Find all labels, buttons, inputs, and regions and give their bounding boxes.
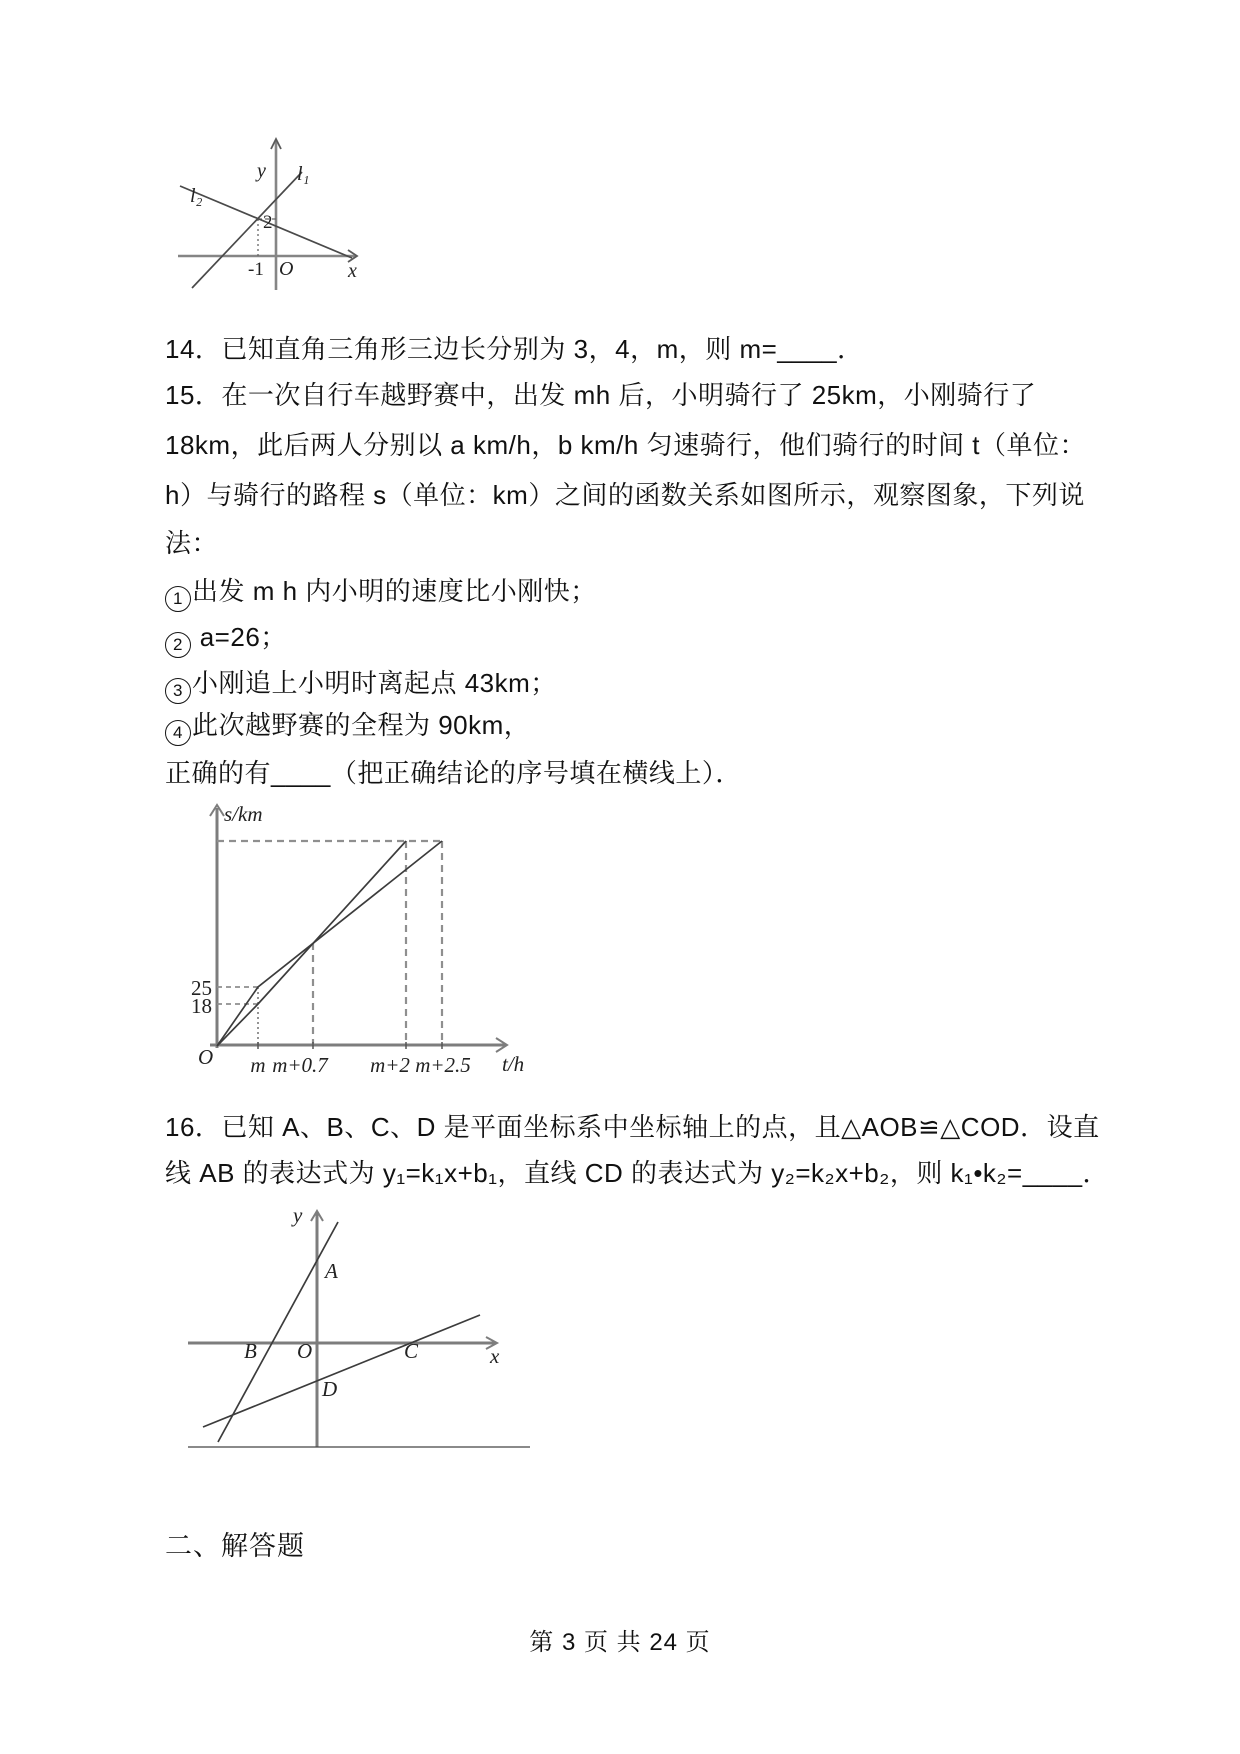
fig13-tick-2-label: 2 [263, 212, 273, 233]
fig13-l2-label: l₂ [190, 185, 203, 207]
fig15-tick-m2-label: m+2 [370, 1053, 410, 1077]
fig15-tick-25-label: 25 [191, 976, 212, 1000]
question-15-line-1: 15．在一次自行车越野赛中，出发 mh 后，小明骑行了 25km，小刚骑行了 [165, 380, 1037, 410]
circled-number-1: 1 [165, 586, 191, 612]
fig15-s-axis-label: s/km [224, 802, 263, 826]
fig16-y-axis-label: y [293, 1203, 303, 1227]
question-16-figure [180, 1200, 535, 1455]
page-footer: 第 3 页 共 24 页 [529, 1629, 711, 1656]
fig16-x-axis-label: x [490, 1344, 500, 1368]
section-2-title: 二、解答题 [165, 1531, 305, 1561]
fig16-svg [180, 1200, 535, 1455]
fig15-tick-m-label: m [250, 1053, 266, 1077]
question-15-line-4: 法： [165, 528, 219, 558]
fig16-point-a-label: A [325, 1259, 338, 1283]
fig15-tick-m25-label: m+2.5 [415, 1053, 471, 1077]
fig15-t-axis-label: t/h [502, 1052, 525, 1076]
q15-statement-4-text: 此次越野赛的全程为 90km， [192, 710, 531, 740]
fig15-axes [210, 808, 506, 1048]
fig16-origin-label: O [297, 1339, 313, 1363]
question-16-line-1: 16．已知 A、B、C、D 是平面坐标系中坐标轴上的点，且△AOB≌△COD．设直 [165, 1112, 1100, 1142]
fig13-l1-label: l₁ [297, 163, 310, 185]
fig16-line-ab [218, 1222, 338, 1442]
q15-statement-3-text: 小刚追上小明时离起点 43km； [192, 668, 557, 698]
fig15-distance-lines [217, 841, 442, 1046]
fig13-tick-neg1-label: -1 [248, 259, 264, 280]
fig15-tick-18-label: 18 [191, 994, 212, 1018]
fig13-x-axis-label: x [348, 260, 357, 282]
fig16-line-cd [203, 1315, 480, 1427]
question-15-line-3: h）与骑行的路程 s（单位：km）之间的函数关系如图所示，观察图象，下列说 [165, 480, 1085, 510]
q15-statement-1-text: 出发 m h 内小明的速度比小刚快； [192, 576, 597, 606]
fig16-lines [203, 1222, 480, 1442]
question-13-figure [160, 124, 370, 299]
q15-statement-3 [165, 666, 1125, 704]
fig16-axis-arrows [311, 1211, 497, 1349]
q15-statement-2 [165, 620, 1125, 658]
fig13-svg [160, 124, 370, 299]
q15-statement-2-text: a=26； [192, 622, 287, 652]
question-14-text: 14．已知直角三角形三边长分别为 3，4，m，则 m=____． [165, 334, 864, 364]
fig15-xiaoming-line [217, 841, 442, 1046]
fig13-axis-arrows [271, 139, 357, 262]
fig15-svg [180, 798, 540, 1088]
fig15-origin-label: O [198, 1045, 214, 1069]
circled-number-2: 2 [165, 632, 191, 658]
fig13-origin-label: O [279, 258, 294, 280]
circled-number-4: 4 [165, 720, 191, 746]
circled-number-3: 3 [165, 678, 191, 704]
q15-statement-4 [165, 708, 1125, 746]
fig16-point-c-label: C [404, 1339, 419, 1363]
fig15-tick-m07-label: m+0.7 [272, 1053, 328, 1077]
question-15-line-2: 18km，此后两人分别以 a km/h，b km/h 匀速骑行，他们骑行的时间 t（单位： [165, 430, 1087, 460]
fig13-y-axis-label: y [257, 160, 266, 182]
fig15-dashed-guides [217, 841, 442, 1045]
question-15-figure [180, 798, 540, 1088]
q15-statement-1 [165, 574, 1125, 612]
fig16-point-b-label: B [244, 1339, 257, 1363]
q15-conclusion-text: 正确的有____（把正确结论的序号填在横线上）． [165, 758, 742, 788]
fig16-point-d-label: D [322, 1377, 338, 1401]
question-16-line-2: 线 AB 的表达式为 y₁=k₁x+b₁，直线 CD 的表达式为 y₂=k₂x+b₂，则 k₁•k₂=____． [165, 1158, 1110, 1188]
